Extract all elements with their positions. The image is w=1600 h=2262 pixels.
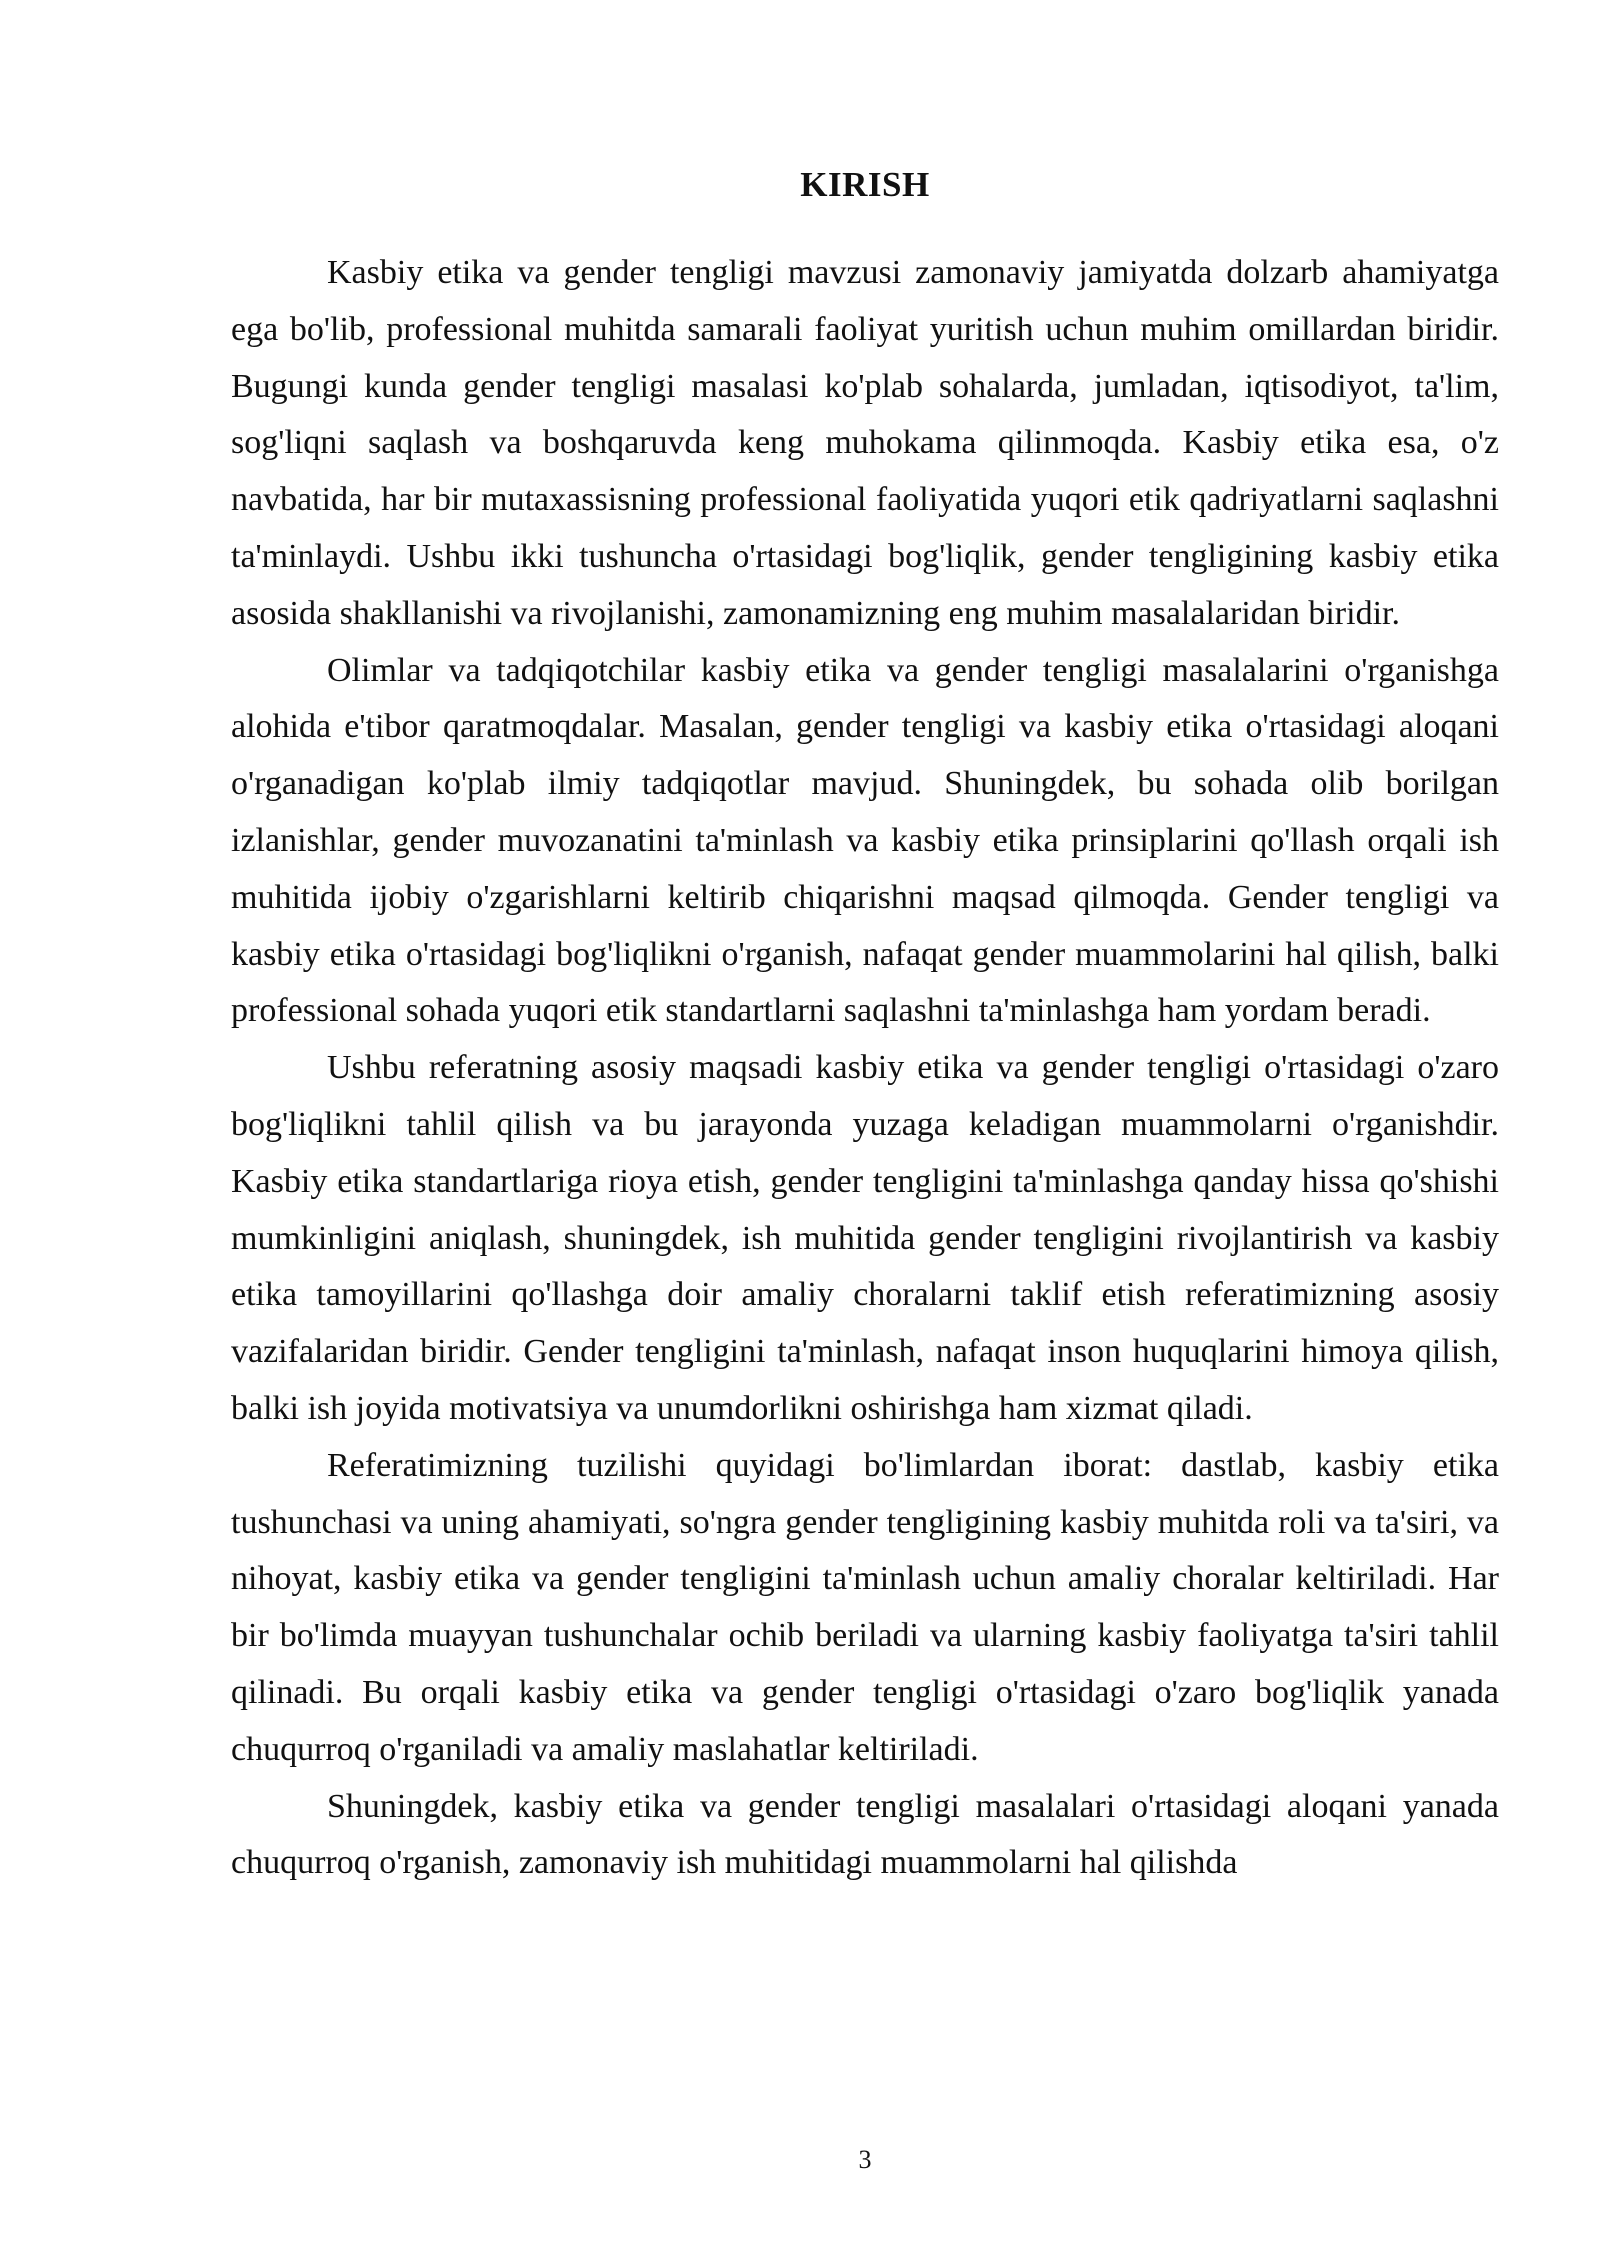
paragraph-3: Ushbu referatning asosiy maqsadi kasbiy etika va gender tengligi o'rtasidagi o'zaro bog'liqlikni tahlil qilish va bu jarayonda yuzaga keladigan muammolarni o'rganishdir. Kasbiy etika standartlariga rioya etish, gender tengligini ta'minlashga qanday hissa qo'shishi mumkinligini aniqlash, shuningdek, ish muhitida gender tengligini rivojlantirish va kasbiy etika tamoyillarini qo'llashga doir amaliy choralarni taklif etish referatimizning asosiy vazifalaridan biridir. Gender tengligini ta'minlash, nafaqat inson huquqlarini himoya qilish, balki ish joyida motivatsiya va unumdorlikni oshirishga ham xizmat qiladi. [231,1049,1499,1427]
body-text [231,245,1499,1892]
paragraph-2: Olimlar va tadqiqotchilar kasbiy etika va gender tengligi masalalarini o'rganishga alohida e'tibor qaratmoqdalar. Masalan, gender tengligi va kasbiy etika o'rtasidagi aloqani o'rganadigan ko'plab ilmiy tadqiqotlar mavjud. Shuningdek, bu sohada olib borilgan izlanishlar, gender muvozanatini ta'minlash va kasbiy etika prinsiplarini qo'llash orqali ish muhitida ijobiy o'zgarishlarni keltirib chiqarishni maqsad qilmoqda. Gender tengligi va kasbiy etika o'rtasidagi bog'liqlikni o'rganish, nafaqat gender muammolarini hal qilish, balki professional sohada yuqori etik standartlarni saqlashni ta'minlashga ham yordam beradi. [231,651,1499,1030]
page-title: KIRISH [800,165,930,204]
paragraph-1: Kasbiy etika va gender tengligi mavzusi zamonaviy jamiyatda dolzarb ahamiyatga ega bo'lib, professional muhitda samarali faoliyat yuritish uchun muhim omillardan biridir. Bugungi kunda gender tengligi masalasi ko'plab sohalarda, jumladan, iqtisodiyot, ta'lim, sog'liqni saqlash va boshqaruvda keng muhokama qilinmoqda. Kasbiy etika esa, o'z navbatida, har bir mutaxassisning professional faoliyatida yuqori etik qadriyatlarni saqlashni ta'minlaydi. Ushbu ikki tushuncha o'rtasidagi bog'liqlik, gender tengligining kasbiy etika asosida shakllanishi va rivojlanishi, zamonamizning eng muhim masalalaridan biridir. [231,254,1499,632]
paragraph-5: Shuningdek, kasbiy etika va gender tengligi masalalari o'rtasidagi aloqani yanada chuqurroq o'rganish, zamonaviy ish muhitidagi muammolarni hal qilishda [231,1787,1499,1882]
page-number: 3 [858,2145,872,2174]
paragraph-4: Referatimizning tuzilishi quyidagi bo'limlardan iborat: dastlab, kasbiy etika tushunchasi va uning ahamiyati, so'ngra gender tengligining kasbiy muhitda roli va ta'siri, va nihoyat, kasbiy etika va gender tengligini ta'minlash uchun amaliy choralar keltiriladi. Har bir bo'limda muayyan tushunchalar ochib beriladi va ularning kasbiy faoliyatga ta'siri tahlil qilinadi. Bu orqali kasbiy etika va gender tengligi o'rtasidagi o'zaro bog'liqlik yanada chuqurroq o'rganiladi va amaliy maslahatlar keltiriladi. [231,1446,1499,1768]
